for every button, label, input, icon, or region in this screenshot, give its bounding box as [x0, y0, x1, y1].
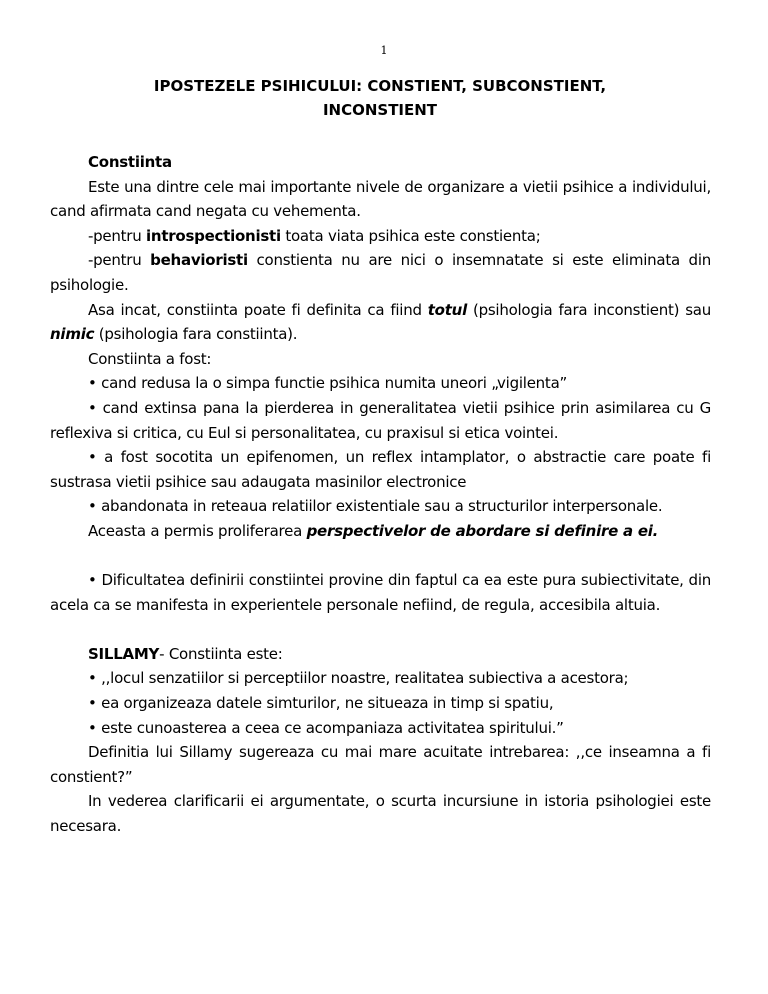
term-nimic: nimic — [50, 325, 95, 344]
sillamy-bullet: • este cunoasterea a ceea ce acompaniaza activitatea spiritului.” — [88, 718, 564, 737]
sillamy-rest: - Constiinta este: — [159, 644, 283, 663]
behaviorist-pre: -pentru — [88, 251, 151, 270]
difficulty-paragraph: • Dificultatea definirii constiintei provine din faptul ca ea este pura subiectivitate, din acela ca se manifesta in experientele personale nefiind, de regula, accesibila altuia. — [50, 571, 711, 614]
page-number: 1 — [380, 44, 388, 57]
was-paragraph: Constiinta a fost: — [88, 349, 212, 368]
bullet-item: • abandonata in reteaua relatiilor existentiale sau a structurilor interpersonale. — [88, 497, 663, 516]
section-heading: Constiinta — [88, 153, 172, 171]
definition-post: (psihologia fara constiinta). — [94, 325, 298, 344]
term-totul: totul — [427, 300, 467, 319]
sillamy-bullet: • ea organizeaza datele simturilor, ne situeaza in timp si spatiu, — [88, 694, 554, 713]
sillamy-heading — [50, 642, 711, 667]
title-line-2: INCONSTIENT — [322, 101, 438, 119]
definition-pre: Asa incat, constiinta poate fi definita ca fiind — [88, 300, 428, 319]
bullet-item: • a fost socotita un epifenomen, un reflex intamplator, o abstractie care poate fi sustrasa vietii psihice sau adaugata masinilor electronice — [50, 448, 711, 491]
definition-mid: (psihologia fara inconstient) sau — [466, 300, 711, 319]
bullet-item: • cand extinsa pana la pierderea in generalitatea vietii psihice prin asimilarea cu G reflexiva si critica, cu Eul si personalitatea, cu praxisul si etica vointei. — [50, 398, 711, 442]
title-line-1: IPOSTEZELE PSIHICULUI: CONSTIENT, SUBCONSTIENT, — [153, 77, 607, 95]
behaviorist-paragraph — [50, 248, 711, 297]
behaviorist-term: behavioristi — [150, 251, 248, 270]
introspection-paragraph — [50, 224, 711, 249]
introspection-term: introspectionisti — [146, 226, 281, 245]
definition-paragraph — [50, 298, 711, 347]
sillamy-bullet: • ,,locul senzatiilor si perceptiilor noastre, realitatea subiectiva a acestora; — [88, 669, 629, 688]
bullet-item: • cand redusa la o simpa functie psihica numita uneori „vigilenta” — [88, 374, 568, 393]
behaviorist-post: constienta nu are nici o insemnatate si este eliminata din psihologie. — [50, 251, 711, 294]
introspection-post: toata viata psihica este constienta; — [280, 226, 541, 245]
history-paragraph: In vederea clarificarii ei argumentate, o scurta incursiune in istoria psihologiei este necesara. — [50, 792, 711, 836]
document-body — [50, 150, 711, 839]
document-title — [50, 74, 710, 122]
perspectives-term: perspectivelor de abordare si definire a ei. — [306, 521, 659, 540]
sillamy-question-paragraph: Definitia lui Sillamy sugereaza cu mai mare acuitate intrebarea: ,,ce inseamna a fi constient?” — [50, 743, 711, 786]
perspectives-paragraph — [50, 519, 711, 544]
perspectives-pre: Aceasta a permis proliferarea — [88, 521, 307, 540]
sillamy-name: SILLAMY — [88, 644, 160, 663]
introspection-pre: -pentru — [88, 226, 146, 245]
intro-paragraph: Este una dintre cele mai importante nivele de organizare a vietii psihice a individului, cand afirmata cand negata cu vehementa. — [50, 177, 711, 221]
